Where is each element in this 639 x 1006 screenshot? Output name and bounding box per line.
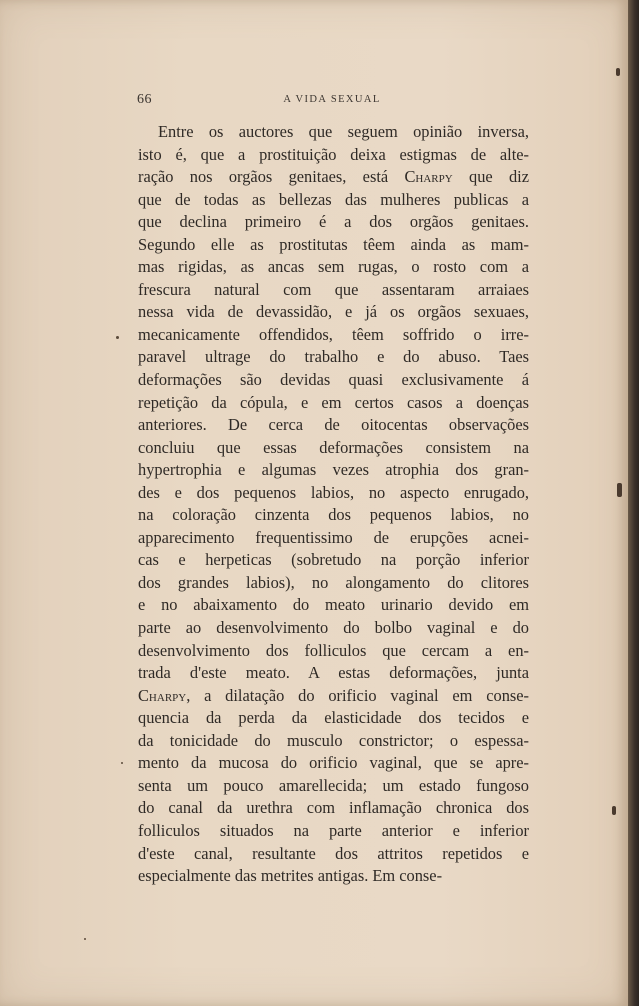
- text-line: especialmente das metrites antigas. Em conse-: [138, 866, 443, 886]
- text-line: Segundo elle as prostitutas têem ainda as mam-: [138, 234, 529, 254]
- text-line: deformações são devidas quasi exclusivamente á: [138, 370, 529, 390]
- text-line: folliculos situados na parte anterior e inferior: [138, 820, 529, 840]
- text-line: mento da mucosa do orificio vaginal, que se apre-: [138, 753, 529, 773]
- text-line: des e dos pequenos labios, no aspecto enrugado,: [138, 482, 529, 502]
- text-line: anteriores. De cerca de oitocentas observações: [138, 415, 529, 435]
- page-edge-shadow: [628, 0, 639, 1006]
- body-paragraph: [138, 121, 529, 888]
- paper-speck: [121, 762, 123, 764]
- text-fragment: que diz: [452, 167, 529, 187]
- text-line: parte ao desenvolvimento do bolbo vaginal e do: [138, 618, 529, 638]
- text-line: hypertrophia e algumas vezes atrophia dos gran-: [138, 460, 529, 480]
- running-title: A VIDA SEXUAL: [283, 94, 381, 105]
- paper-speck: [84, 938, 86, 940]
- text-line: do canal da urethra com inflamação chronica dos: [138, 798, 529, 818]
- paper-speck: [612, 806, 616, 815]
- text-line: repetição da cópula, e em certos casos a doenças: [138, 392, 529, 412]
- author-name-smallcaps: Charpy: [404, 167, 453, 187]
- page-number: 66: [137, 92, 152, 107]
- text-line: concluiu que essas deformações consistem na: [138, 437, 529, 457]
- text-line: desenvolvimento dos folliculos que cercam a en-: [138, 640, 529, 660]
- text-line: quencia da perda da elasticidade dos tecidos e: [138, 708, 529, 728]
- text-line: isto é, que a prostituição deixa estigmas de alte-: [138, 144, 529, 164]
- text-line: nessa vida de devassidão, e já os orgãos sexuaes,: [138, 302, 529, 322]
- text-fragment: , a dilatação do orificio vaginal em conse-: [186, 685, 529, 705]
- text-line: [138, 166, 529, 189]
- text-line: mecanicamente offendidos, têem soffrido o irre-: [138, 324, 529, 344]
- text-line: paravel ultrage do trabalho e do abuso. Taes: [138, 347, 529, 367]
- text-line: da tonicidade do musculo constrictor; o espessa-: [138, 730, 529, 750]
- text-line: cas e herpeticas (sobretudo na porção inferior: [138, 550, 529, 570]
- text-line: que declina primeiro é a dos orgãos genitaes.: [138, 212, 529, 232]
- text-line: senta um pouco amarellecida; um estado fungoso: [138, 775, 529, 795]
- author-name-smallcaps: Charpy: [138, 685, 187, 705]
- text-line: dos grandes labios), no alongamento do clitores: [138, 572, 529, 592]
- text-line: que de todas as bellezas das mulheres publicas a: [138, 189, 529, 209]
- text-line: apparecimento frequentissimo de erupções acnei-: [138, 527, 529, 547]
- text-line: [138, 685, 529, 708]
- text-line: trada d'este meato. A estas deformações, junta: [138, 663, 529, 683]
- page-header: [137, 92, 527, 112]
- text-line: d'este canal, resultante dos attritos repetidos e: [138, 843, 529, 863]
- paper-speck: [617, 483, 622, 497]
- text-line: mas rigidas, as ancas sem rugas, o rosto com a: [138, 257, 529, 277]
- paper-speck: [116, 336, 119, 339]
- text-line: Entre os auctores que seguem opinião inversa,: [158, 122, 529, 141]
- paper-speck: [616, 68, 620, 76]
- text-line: e no abaixamento do meato urinario devido em: [138, 595, 529, 615]
- text-fragment: ração nos orgãos genitaes, está: [138, 167, 405, 187]
- text-line: na coloração cinzenta dos pequenos labios, no: [138, 505, 529, 525]
- text-line: frescura natural com que assentaram arraiaes: [138, 279, 529, 299]
